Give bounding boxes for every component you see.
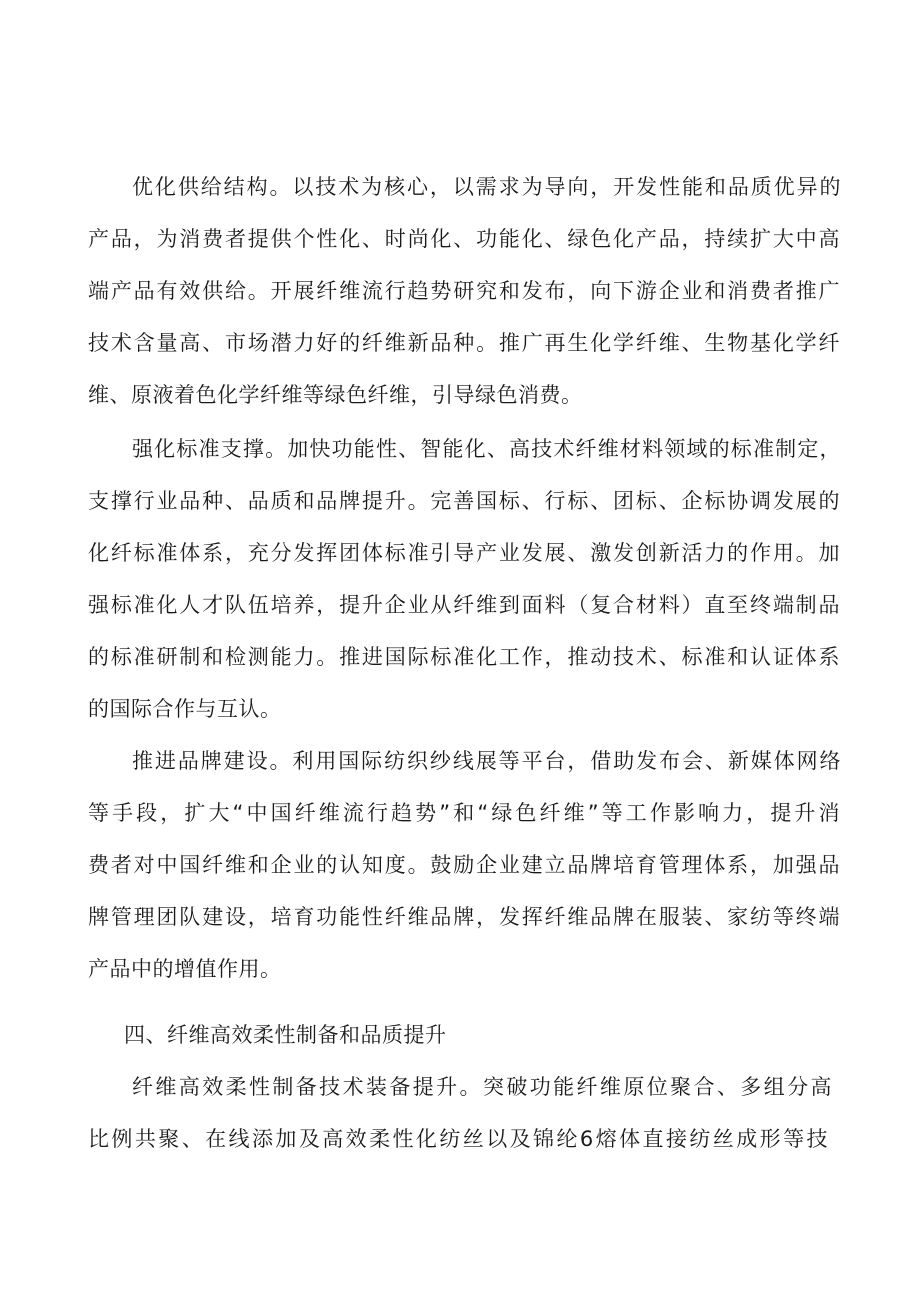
paragraph-line: 强化标准支撑。加快功能性、智能化、高技术纤维材料领域的标准制定， — [132, 437, 841, 461]
paragraph-line: 推进品牌建设。利用国际纺织纱线展等平台，借助发布会、新媒体网络 — [132, 749, 841, 773]
paragraph-line: 技术含量高、市场潜力好的纤维新品种。推广再生化学纤维、生物基化学纤 — [88, 331, 840, 355]
paragraph-line: 费者对中国纤维和企业的认知度。鼓励企业建立品牌培育管理体系，加强品 — [88, 853, 840, 877]
paragraph-line: 产品，为消费者提供个性化、时尚化、功能化、绿色化产品，持续扩大中高 — [88, 227, 840, 251]
paragraph-line: 的标准研制和检测能力。推进国际标准化工作，推动技术、标准和认证体系 — [88, 645, 840, 669]
paragraph-line: 端产品有效供给。开展纤维流行趋势研究和发布，向下游企业和消费者推广 — [88, 279, 840, 303]
paragraph-line: 牌管理团队建设，培育功能性纤维品牌，发挥纤维品牌在服装、家纺等终端 — [88, 905, 840, 929]
section-heading: 四、纤维高效柔性制备和品质提升 — [124, 1023, 447, 1047]
paragraph-line: 优化供给结构。以技术为核心，以需求为导向，开发性能和品质优异的 — [132, 175, 841, 199]
paragraph-line: 的国际合作与互认。 — [88, 697, 282, 721]
paragraph-line: 等手段，扩大“中国纤维流行趋势”和“绿色纤维”等工作影响力，提升消 — [88, 801, 840, 825]
paragraph-line: 强标准化人才队伍培养，提升企业从纤维到面料（复合材料）直至终端制品 — [88, 593, 840, 617]
paragraph-line: 维、原液着色化学纤维等绿色纤维，引导绿色消费。 — [88, 383, 583, 407]
paragraph-line: 化纤标准体系，充分发挥团体标准引导产业发展、激发创新活力的作用。加 — [88, 541, 840, 565]
paragraph-line: 比例共聚、在线添加及高效柔性化纺丝以及锦纶6熔体直接纺丝成形等技 — [88, 1127, 828, 1151]
paragraph-line: 支撑行业品种、品质和品牌提升。完善国标、行标、团标、企标协调发展的 — [88, 489, 840, 513]
paragraph-line: 产品中的增值作用。 — [88, 957, 282, 981]
paragraph-line: 纤维高效柔性制备技术装备提升。突破功能纤维原位聚合、多组分高 — [132, 1075, 832, 1099]
